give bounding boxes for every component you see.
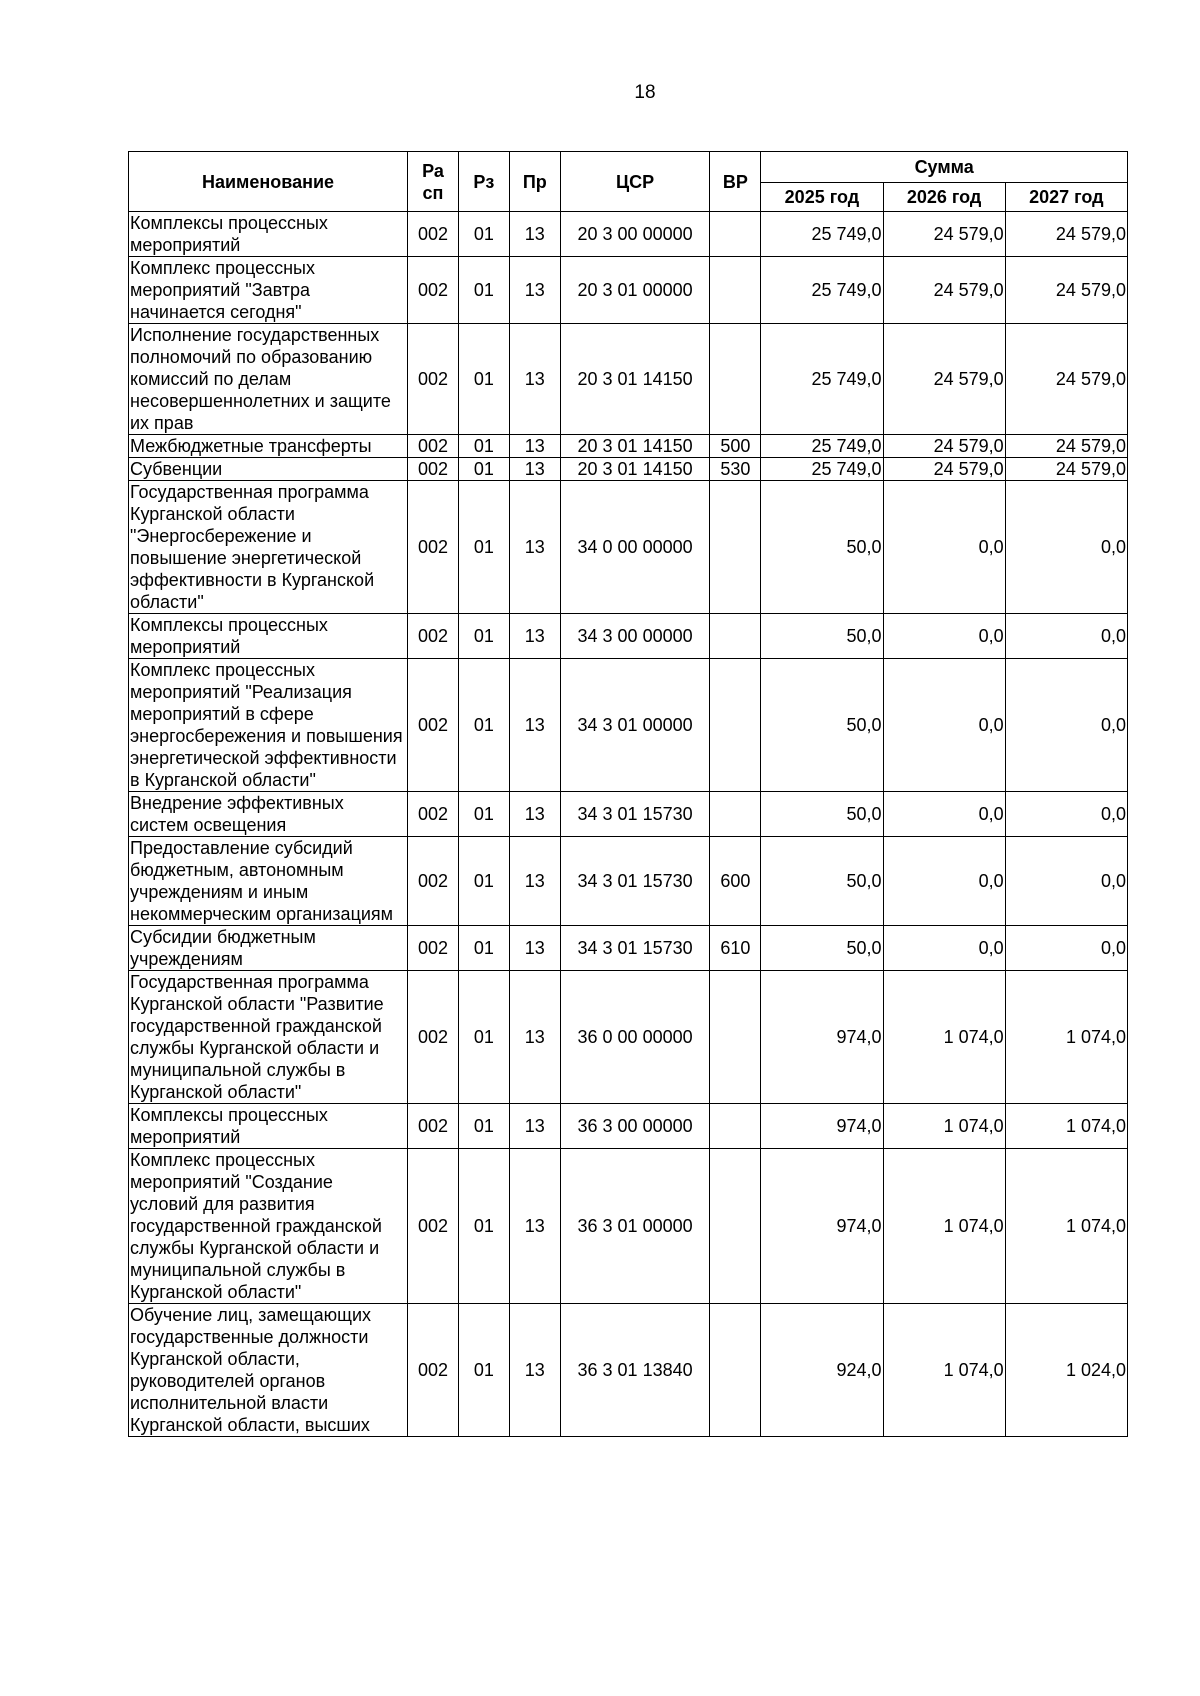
cell-rasp: 002 xyxy=(408,926,459,971)
cell-rz: 01 xyxy=(458,792,509,837)
table-row xyxy=(129,926,1128,971)
cell-rz: 01 xyxy=(458,837,509,926)
header-2027: 2027 год xyxy=(1005,183,1127,212)
cell-name: Государственная программа Курганской области "Энергосбережение и повышение энергетической эффективности в Курганской области" xyxy=(129,481,408,614)
table-row xyxy=(129,458,1128,481)
cell-csr: 34 3 01 15730 xyxy=(560,926,710,971)
cell-pr: 13 xyxy=(509,324,560,435)
cell-name: Государственная программа Курганской области "Развитие государственной гражданской службы Курганской области и муниципальной службы в Курганской области" xyxy=(129,971,408,1104)
cell-rasp: 002 xyxy=(408,257,459,324)
cell-rz: 01 xyxy=(458,435,509,458)
cell-2025: 25 749,0 xyxy=(761,435,883,458)
cell-csr: 36 3 01 00000 xyxy=(560,1149,710,1304)
cell-pr: 13 xyxy=(509,257,560,324)
cell-2025: 974,0 xyxy=(761,971,883,1104)
header-pr: Пр xyxy=(509,152,560,212)
table-row xyxy=(129,792,1128,837)
cell-rz: 01 xyxy=(458,481,509,614)
cell-name: Межбюджетные трансферты xyxy=(129,435,408,458)
header-sum: Сумма xyxy=(761,152,1128,183)
cell-rz: 01 xyxy=(458,257,509,324)
cell-name: Субсидии бюджетным учреждениям xyxy=(129,926,408,971)
cell-vr xyxy=(710,481,761,614)
cell-csr: 34 3 01 00000 xyxy=(560,659,710,792)
cell-rasp: 002 xyxy=(408,324,459,435)
cell-name: Исполнение государственных полномочий по образованию комиссий по делам несовершеннолетних и защите их прав xyxy=(129,324,408,435)
cell-csr: 34 0 00 00000 xyxy=(560,481,710,614)
cell-2026: 0,0 xyxy=(883,659,1005,792)
cell-name: Комплексы процессных мероприятий xyxy=(129,212,408,257)
cell-name: Комплексы процессных мероприятий xyxy=(129,614,408,659)
cell-2025: 50,0 xyxy=(761,926,883,971)
cell-2027: 1 074,0 xyxy=(1005,971,1127,1104)
cell-rasp: 002 xyxy=(408,435,459,458)
table-row xyxy=(129,324,1128,435)
table-row xyxy=(129,435,1128,458)
cell-rasp: 002 xyxy=(408,659,459,792)
cell-2027: 0,0 xyxy=(1005,481,1127,614)
cell-pr: 13 xyxy=(509,792,560,837)
cell-2027: 24 579,0 xyxy=(1005,257,1127,324)
cell-name: Субвенции xyxy=(129,458,408,481)
cell-name: Комплексы процессных мероприятий xyxy=(129,1104,408,1149)
cell-pr: 13 xyxy=(509,926,560,971)
header-2025: 2025 год xyxy=(761,183,883,212)
cell-name: Обучение лиц, замещающих государственные должности Курганской области, руководителей органов исполнительной власти Курганской области, высших xyxy=(129,1304,408,1437)
cell-2027: 0,0 xyxy=(1005,926,1127,971)
cell-2027: 24 579,0 xyxy=(1005,324,1127,435)
cell-rasp: 002 xyxy=(408,458,459,481)
cell-rasp: 002 xyxy=(408,212,459,257)
page-number: 18 xyxy=(634,82,656,103)
cell-csr: 20 3 01 14150 xyxy=(560,435,710,458)
cell-2025: 50,0 xyxy=(761,792,883,837)
table-row xyxy=(129,837,1128,926)
cell-2026: 24 579,0 xyxy=(883,435,1005,458)
cell-rz: 01 xyxy=(458,1149,509,1304)
cell-rz: 01 xyxy=(458,324,509,435)
cell-2025: 25 749,0 xyxy=(761,324,883,435)
cell-rz: 01 xyxy=(458,659,509,792)
header-vr: ВР xyxy=(710,152,761,212)
cell-2026: 0,0 xyxy=(883,926,1005,971)
cell-vr: 530 xyxy=(710,458,761,481)
cell-vr xyxy=(710,257,761,324)
cell-pr: 13 xyxy=(509,458,560,481)
cell-rz: 01 xyxy=(458,614,509,659)
cell-2025: 50,0 xyxy=(761,614,883,659)
cell-2025: 50,0 xyxy=(761,659,883,792)
cell-2027: 1 024,0 xyxy=(1005,1304,1127,1437)
cell-pr: 13 xyxy=(509,659,560,792)
cell-rasp: 002 xyxy=(408,792,459,837)
cell-rasp: 002 xyxy=(408,481,459,614)
cell-pr: 13 xyxy=(509,1149,560,1304)
header-csr: ЦСР xyxy=(560,152,710,212)
cell-2027: 0,0 xyxy=(1005,837,1127,926)
cell-csr: 20 3 01 00000 xyxy=(560,257,710,324)
header-rz: Рз xyxy=(458,152,509,212)
cell-csr: 34 3 01 15730 xyxy=(560,792,710,837)
table-row xyxy=(129,614,1128,659)
cell-2026: 24 579,0 xyxy=(883,257,1005,324)
table-row xyxy=(129,1104,1128,1149)
table-row xyxy=(129,1304,1128,1437)
cell-2027: 0,0 xyxy=(1005,659,1127,792)
cell-2026: 0,0 xyxy=(883,614,1005,659)
cell-2026: 1 074,0 xyxy=(883,1149,1005,1304)
cell-vr: 610 xyxy=(710,926,761,971)
cell-csr: 20 3 01 14150 xyxy=(560,458,710,481)
cell-2025: 974,0 xyxy=(761,1104,883,1149)
cell-rasp: 002 xyxy=(408,1304,459,1437)
cell-vr xyxy=(710,971,761,1104)
cell-pr: 13 xyxy=(509,837,560,926)
table-row xyxy=(129,257,1128,324)
cell-pr: 13 xyxy=(509,435,560,458)
cell-2027: 1 074,0 xyxy=(1005,1149,1127,1304)
cell-2026: 0,0 xyxy=(883,792,1005,837)
cell-pr: 13 xyxy=(509,1304,560,1437)
cell-name: Комплекс процессных мероприятий "Завтра начинается сегодня" xyxy=(129,257,408,324)
cell-2025: 25 749,0 xyxy=(761,458,883,481)
cell-rasp: 002 xyxy=(408,837,459,926)
cell-2025: 50,0 xyxy=(761,481,883,614)
cell-pr: 13 xyxy=(509,1104,560,1149)
cell-2027: 0,0 xyxy=(1005,792,1127,837)
cell-rz: 01 xyxy=(458,1104,509,1149)
table-row xyxy=(129,971,1128,1104)
table-row xyxy=(129,212,1128,257)
cell-2025: 25 749,0 xyxy=(761,212,883,257)
cell-csr: 36 3 00 00000 xyxy=(560,1104,710,1149)
cell-2025: 25 749,0 xyxy=(761,257,883,324)
cell-2027: 24 579,0 xyxy=(1005,458,1127,481)
header-name: Наименование xyxy=(129,152,408,212)
cell-csr: 36 0 00 00000 xyxy=(560,971,710,1104)
cell-csr: 20 3 01 14150 xyxy=(560,324,710,435)
cell-name: Комплекс процессных мероприятий "Реализация мероприятий в сфере энергосбережения и повышения энергетической эффективности в Курганской области" xyxy=(129,659,408,792)
cell-name: Комплекс процессных мероприятий "Создание условий для развития государственной гражданской службы Курганской области и муниципальной службы в Курганской области" xyxy=(129,1149,408,1304)
cell-rz: 01 xyxy=(458,212,509,257)
cell-vr xyxy=(710,1149,761,1304)
cell-2027: 0,0 xyxy=(1005,614,1127,659)
cell-vr xyxy=(710,614,761,659)
cell-rasp: 002 xyxy=(408,614,459,659)
table-row xyxy=(129,659,1128,792)
cell-2026: 0,0 xyxy=(883,481,1005,614)
cell-2026: 24 579,0 xyxy=(883,458,1005,481)
cell-2026: 1 074,0 xyxy=(883,1304,1005,1437)
cell-rasp: 002 xyxy=(408,1149,459,1304)
cell-name: Предоставление субсидий бюджетным, автономным учреждениям и иным некоммерческим организациям xyxy=(129,837,408,926)
cell-name: Внедрение эффективных систем освещения xyxy=(129,792,408,837)
cell-rz: 01 xyxy=(458,458,509,481)
cell-rz: 01 xyxy=(458,926,509,971)
cell-2025: 974,0 xyxy=(761,1149,883,1304)
cell-vr xyxy=(710,1104,761,1149)
cell-2026: 1 074,0 xyxy=(883,971,1005,1104)
header-rasp: Ра сп xyxy=(408,152,459,212)
cell-2026: 1 074,0 xyxy=(883,1104,1005,1149)
table-row xyxy=(129,481,1128,614)
cell-rz: 01 xyxy=(458,971,509,1104)
cell-2026: 24 579,0 xyxy=(883,324,1005,435)
cell-2025: 924,0 xyxy=(761,1304,883,1437)
cell-pr: 13 xyxy=(509,212,560,257)
cell-vr xyxy=(710,324,761,435)
table-row xyxy=(129,1149,1128,1304)
cell-pr: 13 xyxy=(509,971,560,1104)
cell-vr xyxy=(710,659,761,792)
cell-vr xyxy=(710,212,761,257)
table-body xyxy=(129,212,1128,1437)
cell-vr xyxy=(710,1304,761,1437)
cell-rasp: 002 xyxy=(408,971,459,1104)
cell-pr: 13 xyxy=(509,481,560,614)
cell-2025: 50,0 xyxy=(761,837,883,926)
header-2026: 2026 год xyxy=(883,183,1005,212)
cell-2027: 24 579,0 xyxy=(1005,212,1127,257)
cell-rasp: 002 xyxy=(408,1104,459,1149)
cell-vr: 500 xyxy=(710,435,761,458)
cell-pr: 13 xyxy=(509,614,560,659)
cell-2027: 24 579,0 xyxy=(1005,435,1127,458)
budget-table xyxy=(128,151,1128,1437)
cell-2026: 0,0 xyxy=(883,837,1005,926)
cell-csr: 34 3 01 15730 xyxy=(560,837,710,926)
cell-2027: 1 074,0 xyxy=(1005,1104,1127,1149)
cell-csr: 20 3 00 00000 xyxy=(560,212,710,257)
cell-csr: 34 3 00 00000 xyxy=(560,614,710,659)
cell-vr: 600 xyxy=(710,837,761,926)
cell-vr xyxy=(710,792,761,837)
cell-csr: 36 3 01 13840 xyxy=(560,1304,710,1437)
cell-rz: 01 xyxy=(458,1304,509,1437)
cell-2026: 24 579,0 xyxy=(883,212,1005,257)
